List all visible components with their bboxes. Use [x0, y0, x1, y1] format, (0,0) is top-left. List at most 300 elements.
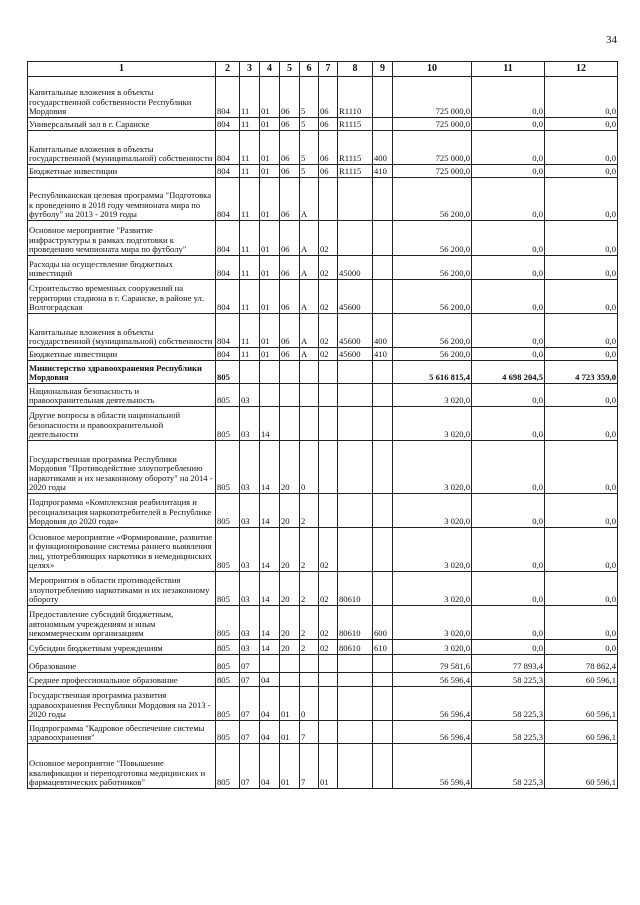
table-row: [28, 165, 618, 178]
cell-subprogram: А: [300, 314, 319, 348]
cell-subprogram: А: [300, 178, 319, 221]
cell-activity: 02: [319, 256, 338, 280]
cell-amount-2019: 0,0: [545, 348, 618, 361]
cell-amount-2017: 56 596,4: [393, 673, 472, 687]
cell-direction: R1115: [338, 131, 373, 165]
row-name: Капитальные вложения в объекты государственной (муниципальной) собственности: [28, 314, 216, 348]
row-name: Подпрограмма "Кадровое обеспечение системы здравоохранения": [28, 721, 216, 744]
cell-section: [240, 361, 260, 384]
cell-amount-2019: 0,0: [545, 221, 618, 256]
cell-section: 07: [240, 687, 260, 721]
cell-subprogram: [300, 407, 319, 441]
row-name: Государственная программа Республики Мордовия "Противодействие злоупотреблению наркотиками и их незаконному обороту" на 2014 - 2020 годы: [28, 441, 216, 494]
row-name: Универсальный зал в г. Саранске: [28, 118, 216, 131]
cell-ministry-code: 805: [216, 606, 240, 640]
cell-expense-type: [373, 280, 393, 314]
cell-amount-2017: 3 020,0: [393, 407, 472, 441]
col-header: 9: [373, 62, 393, 77]
cell-subsection: 01: [260, 77, 280, 118]
cell-amount-2017: 725 000,0: [393, 77, 472, 118]
cell-amount-2019: 60 596,1: [545, 721, 618, 744]
cell-program: 06: [280, 131, 300, 165]
cell-ministry-code: 804: [216, 280, 240, 314]
cell-program: 06: [280, 165, 300, 178]
table-header-row: [28, 62, 618, 77]
cell-subsection: 04: [260, 744, 280, 789]
cell-amount-2019: 0,0: [545, 280, 618, 314]
cell-amount-2019: 0,0: [545, 640, 618, 655]
cell-program: 06: [280, 221, 300, 256]
cell-activity: 06: [319, 165, 338, 178]
cell-ministry-code: 804: [216, 178, 240, 221]
cell-expense-type: 600: [373, 606, 393, 640]
cell-subsection: 01: [260, 348, 280, 361]
cell-expense-type: [373, 77, 393, 118]
row-name: Предоставление субсидий бюджетным, автономным учреждениям и иным некоммерческим организациям: [28, 606, 216, 640]
cell-section: 07: [240, 744, 260, 789]
cell-subprogram: 7: [300, 744, 319, 789]
col-header: 3: [240, 62, 260, 77]
cell-subprogram: 5: [300, 131, 319, 165]
cell-subprogram: А: [300, 280, 319, 314]
cell-direction: [338, 441, 373, 494]
cell-section: 11: [240, 77, 260, 118]
budget-table: [27, 61, 618, 789]
cell-amount-2017: 56 200,0: [393, 256, 472, 280]
cell-direction: [338, 744, 373, 789]
cell-amount-2019: 0,0: [545, 441, 618, 494]
table-row: [28, 494, 618, 528]
cell-direction: [338, 221, 373, 256]
table-row: [28, 77, 618, 118]
cell-ministry-code: 805: [216, 441, 240, 494]
cell-subsection: 01: [260, 178, 280, 221]
cell-subsection: 01: [260, 256, 280, 280]
cell-subsection: 14: [260, 640, 280, 655]
cell-subprogram: 2: [300, 528, 319, 572]
cell-activity: 01: [319, 744, 338, 789]
cell-expense-type: [373, 361, 393, 384]
cell-subprogram: А: [300, 221, 319, 256]
cell-expense-type: 410: [373, 165, 393, 178]
cell-section: 11: [240, 221, 260, 256]
row-name: Бюджетные инвестиции: [28, 165, 216, 178]
cell-program: 06: [280, 178, 300, 221]
cell-amount-2017: 725 000,0: [393, 118, 472, 131]
cell-amount-2017: 3 020,0: [393, 384, 472, 407]
cell-expense-type: [373, 407, 393, 441]
cell-subprogram: 2: [300, 494, 319, 528]
cell-direction: [338, 361, 373, 384]
row-name: Строительство временных сооружений на территории стадиона в г. Саранске, в районе ул. Волгоградская: [28, 280, 216, 314]
cell-ministry-code: 805: [216, 655, 240, 673]
cell-direction: 80610: [338, 640, 373, 655]
cell-subsection: 01: [260, 221, 280, 256]
cell-subsection: 01: [260, 131, 280, 165]
cell-subsection: 14: [260, 528, 280, 572]
cell-subsection: 01: [260, 280, 280, 314]
cell-amount-2019: 0,0: [545, 494, 618, 528]
cell-direction: 45600: [338, 314, 373, 348]
cell-amount-2017: 56 596,4: [393, 687, 472, 721]
cell-subsection: 14: [260, 572, 280, 606]
table-row: [28, 687, 618, 721]
cell-amount-2018: 58 225,3: [472, 673, 545, 687]
row-name: Основное мероприятие "Повышение квалификации и переподготовка медицинских и фармацевтических работников": [28, 744, 216, 789]
cell-activity: 02: [319, 348, 338, 361]
cell-amount-2017: 56 200,0: [393, 348, 472, 361]
cell-activity: 06: [319, 118, 338, 131]
row-name: Расходы на осуществление бюджетных инвестиций: [28, 256, 216, 280]
col-header: 12: [545, 62, 618, 77]
table-row: [28, 640, 618, 655]
row-name: Капитальные вложения в объекты государственной (муниципальной) собственности: [28, 131, 216, 165]
cell-amount-2018: 0,0: [472, 118, 545, 131]
cell-program: 06: [280, 118, 300, 131]
cell-ministry-code: 805: [216, 572, 240, 606]
cell-amount-2017: 56 596,4: [393, 721, 472, 744]
cell-activity: 02: [319, 528, 338, 572]
cell-expense-type: 610: [373, 640, 393, 655]
row-name: Мероприятия в области противодействия злоупотреблению наркотиками и их незаконному обороту: [28, 572, 216, 606]
cell-subprogram: [300, 361, 319, 384]
table-row: [28, 221, 618, 256]
cell-ministry-code: 804: [216, 165, 240, 178]
cell-amount-2019: 4 723 359,0: [545, 361, 618, 384]
cell-direction: [338, 407, 373, 441]
cell-amount-2019: 0,0: [545, 131, 618, 165]
cell-direction: [338, 673, 373, 687]
cell-section: 03: [240, 528, 260, 572]
cell-amount-2019: 0,0: [545, 314, 618, 348]
cell-amount-2017: 3 020,0: [393, 494, 472, 528]
table-row: [28, 256, 618, 280]
cell-direction: [338, 655, 373, 673]
cell-subprogram: 2: [300, 606, 319, 640]
cell-activity: [319, 494, 338, 528]
cell-ministry-code: 804: [216, 256, 240, 280]
cell-program: 20: [280, 640, 300, 655]
cell-subsection: 14: [260, 606, 280, 640]
cell-direction: [338, 528, 373, 572]
cell-amount-2017: 56 200,0: [393, 280, 472, 314]
table-row: [28, 673, 618, 687]
cell-amount-2018: 4 698 204,5: [472, 361, 545, 384]
cell-activity: 02: [319, 280, 338, 314]
cell-ministry-code: 805: [216, 687, 240, 721]
cell-ministry-code: 805: [216, 640, 240, 655]
cell-activity: 02: [319, 606, 338, 640]
row-name: Подпрограмма «Комплексная реабилитация и ресоциализация наркопотребителей в Республике Мордовия до 2020 года»: [28, 494, 216, 528]
cell-direction: 45600: [338, 348, 373, 361]
row-name: Среднее профессиональное образование: [28, 673, 216, 687]
table-row: [28, 361, 618, 384]
cell-activity: [319, 384, 338, 407]
cell-section: 11: [240, 314, 260, 348]
cell-amount-2019: 0,0: [545, 384, 618, 407]
cell-amount-2017: 3 020,0: [393, 606, 472, 640]
cell-ministry-code: 805: [216, 384, 240, 407]
table-row: [28, 721, 618, 744]
table-row: [28, 348, 618, 361]
cell-section: 03: [240, 384, 260, 407]
cell-activity: [319, 687, 338, 721]
cell-expense-type: [373, 572, 393, 606]
cell-ministry-code: 805: [216, 721, 240, 744]
cell-direction: [338, 384, 373, 407]
cell-amount-2018: 0,0: [472, 165, 545, 178]
cell-amount-2018: 58 225,3: [472, 687, 545, 721]
cell-section: 07: [240, 673, 260, 687]
cell-program: [280, 655, 300, 673]
col-header: 6: [300, 62, 319, 77]
cell-amount-2017: 56 596,4: [393, 744, 472, 789]
cell-program: 01: [280, 744, 300, 789]
cell-activity: 06: [319, 131, 338, 165]
cell-activity: 02: [319, 572, 338, 606]
cell-program: 20: [280, 528, 300, 572]
cell-expense-type: [373, 118, 393, 131]
cell-amount-2018: 0,0: [472, 131, 545, 165]
cell-section: 11: [240, 256, 260, 280]
row-name: Образование: [28, 655, 216, 673]
cell-subsection: [260, 361, 280, 384]
cell-direction: [338, 178, 373, 221]
table-row: [28, 655, 618, 673]
cell-amount-2017: 56 200,0: [393, 178, 472, 221]
table-row: [28, 178, 618, 221]
table-row: [28, 606, 618, 640]
cell-program: 06: [280, 348, 300, 361]
cell-subsection: 04: [260, 687, 280, 721]
cell-expense-type: [373, 687, 393, 721]
cell-subprogram: 0: [300, 441, 319, 494]
cell-direction: [338, 494, 373, 528]
cell-direction: 45000: [338, 256, 373, 280]
cell-ministry-code: 804: [216, 314, 240, 348]
row-name: Капитальные вложения в объекты государственной собственности Республики Мордовия: [28, 77, 216, 118]
cell-activity: [319, 441, 338, 494]
cell-subprogram: А: [300, 348, 319, 361]
cell-direction: [338, 721, 373, 744]
cell-ministry-code: 805: [216, 494, 240, 528]
cell-amount-2018: 0,0: [472, 280, 545, 314]
cell-program: 06: [280, 280, 300, 314]
cell-subsection: 01: [260, 118, 280, 131]
cell-direction: R1115: [338, 118, 373, 131]
cell-subsection: [260, 384, 280, 407]
cell-expense-type: [373, 655, 393, 673]
cell-amount-2019: 0,0: [545, 606, 618, 640]
page-number: 34: [606, 34, 617, 46]
cell-program: 06: [280, 314, 300, 348]
cell-ministry-code: 804: [216, 118, 240, 131]
cell-amount-2017: 3 020,0: [393, 441, 472, 494]
cell-expense-type: 400: [373, 314, 393, 348]
cell-subsection: 14: [260, 407, 280, 441]
cell-ministry-code: 804: [216, 221, 240, 256]
cell-amount-2018: 0,0: [472, 348, 545, 361]
cell-amount-2018: 0,0: [472, 407, 545, 441]
cell-amount-2019: 0,0: [545, 528, 618, 572]
cell-expense-type: [373, 441, 393, 494]
cell-amount-2018: 58 225,3: [472, 721, 545, 744]
cell-section: 03: [240, 572, 260, 606]
cell-amount-2018: 0,0: [472, 606, 545, 640]
cell-expense-type: [373, 256, 393, 280]
cell-program: 20: [280, 606, 300, 640]
cell-subprogram: [300, 655, 319, 673]
table-row: [28, 384, 618, 407]
cell-subprogram: А: [300, 256, 319, 280]
cell-amount-2018: 0,0: [472, 384, 545, 407]
cell-section: 03: [240, 606, 260, 640]
cell-program: [280, 384, 300, 407]
cell-direction: 80610: [338, 606, 373, 640]
cell-activity: 02: [319, 640, 338, 655]
row-name: Основное мероприятие «Формирование, развитие и функционирование системы раннего выявления лиц, употребляющих наркотики в немедицинских целях»: [28, 528, 216, 572]
cell-amount-2017: 725 000,0: [393, 165, 472, 178]
cell-amount-2019: 0,0: [545, 77, 618, 118]
cell-amount-2019: 60 596,1: [545, 673, 618, 687]
cell-amount-2018: 0,0: [472, 528, 545, 572]
cell-program: [280, 361, 300, 384]
cell-subsection: 01: [260, 314, 280, 348]
cell-activity: 02: [319, 314, 338, 348]
cell-section: 03: [240, 494, 260, 528]
cell-subprogram: [300, 673, 319, 687]
row-name: Национальная безопасность и правоохранительная деятельность: [28, 384, 216, 407]
row-name: Другие вопросы в области национальной безопасности и правоохранительной деятельности: [28, 407, 216, 441]
table-row: [28, 572, 618, 606]
col-header: 8: [338, 62, 373, 77]
col-header: 5: [280, 62, 300, 77]
row-name: Основное мероприятие "Развитие инфраструктуры в рамках подготовки к проведению чемпионата мира по футболу": [28, 221, 216, 256]
col-header: 1: [28, 62, 216, 77]
cell-subprogram: 5: [300, 118, 319, 131]
row-name: Государственная программа развития здравоохранения Республики Мордовия на 2013 - 2020 годы: [28, 687, 216, 721]
cell-amount-2017: 56 200,0: [393, 314, 472, 348]
cell-direction: [338, 687, 373, 721]
cell-section: 11: [240, 165, 260, 178]
cell-subsection: 04: [260, 673, 280, 687]
cell-section: 03: [240, 441, 260, 494]
cell-expense-type: [373, 721, 393, 744]
table-row: [28, 118, 618, 131]
cell-amount-2018: 0,0: [472, 77, 545, 118]
cell-program: 20: [280, 441, 300, 494]
cell-amount-2017: 3 020,0: [393, 640, 472, 655]
cell-program: 20: [280, 494, 300, 528]
cell-expense-type: [373, 528, 393, 572]
cell-direction: 80610: [338, 572, 373, 606]
cell-direction: R1110: [338, 77, 373, 118]
cell-subsection: 01: [260, 165, 280, 178]
cell-amount-2019: 0,0: [545, 256, 618, 280]
cell-subprogram: 5: [300, 77, 319, 118]
cell-activity: [319, 178, 338, 221]
cell-amount-2018: 0,0: [472, 441, 545, 494]
cell-subprogram: 2: [300, 640, 319, 655]
cell-amount-2019: 60 596,1: [545, 744, 618, 789]
cell-expense-type: [373, 673, 393, 687]
cell-amount-2019: 0,0: [545, 572, 618, 606]
cell-amount-2017: 5 616 815,4: [393, 361, 472, 384]
cell-expense-type: [373, 384, 393, 407]
col-header: 7: [319, 62, 338, 77]
cell-section: 11: [240, 131, 260, 165]
cell-amount-2017: 56 200,0: [393, 221, 472, 256]
cell-ministry-code: 805: [216, 744, 240, 789]
cell-amount-2017: 79 581,6: [393, 655, 472, 673]
cell-subprogram: 7: [300, 721, 319, 744]
cell-amount-2018: 0,0: [472, 640, 545, 655]
cell-amount-2018: 58 225,3: [472, 744, 545, 789]
cell-subsection: 04: [260, 721, 280, 744]
cell-program: 01: [280, 721, 300, 744]
cell-subprogram: 0: [300, 687, 319, 721]
table-row: [28, 441, 618, 494]
cell-section: 11: [240, 280, 260, 314]
cell-section: 11: [240, 118, 260, 131]
table-row: [28, 528, 618, 572]
cell-section: 03: [240, 640, 260, 655]
cell-ministry-code: 805: [216, 673, 240, 687]
cell-amount-2017: 725 000,0: [393, 131, 472, 165]
cell-amount-2018: 77 893,4: [472, 655, 545, 673]
cell-expense-type: 400: [373, 131, 393, 165]
table-row: [28, 131, 618, 165]
cell-expense-type: [373, 221, 393, 256]
cell-subsection: 14: [260, 441, 280, 494]
col-header: 4: [260, 62, 280, 77]
cell-program: [280, 407, 300, 441]
cell-amount-2019: 60 596,1: [545, 687, 618, 721]
cell-amount-2018: 0,0: [472, 494, 545, 528]
cell-amount-2019: 0,0: [545, 165, 618, 178]
col-header: 2: [216, 62, 240, 77]
cell-section: 11: [240, 178, 260, 221]
cell-program: 20: [280, 572, 300, 606]
cell-activity: [319, 361, 338, 384]
cell-expense-type: 410: [373, 348, 393, 361]
table-row: [28, 744, 618, 789]
row-name: Субсидии бюджетным учреждениям: [28, 640, 216, 655]
cell-activity: 02: [319, 221, 338, 256]
cell-subsection: [260, 655, 280, 673]
cell-amount-2018: 0,0: [472, 178, 545, 221]
table-row: [28, 407, 618, 441]
cell-program: 06: [280, 256, 300, 280]
col-header: 10: [393, 62, 472, 77]
cell-program: [280, 673, 300, 687]
table-row: [28, 314, 618, 348]
cell-subprogram: 5: [300, 165, 319, 178]
cell-section: 07: [240, 655, 260, 673]
cell-amount-2018: 0,0: [472, 572, 545, 606]
cell-amount-2018: 0,0: [472, 221, 545, 256]
col-header: 11: [472, 62, 545, 77]
cell-amount-2019: 0,0: [545, 178, 618, 221]
cell-amount-2017: 3 020,0: [393, 528, 472, 572]
cell-section: 07: [240, 721, 260, 744]
cell-expense-type: [373, 494, 393, 528]
cell-amount-2019: 78 862,4: [545, 655, 618, 673]
cell-ministry-code: 805: [216, 407, 240, 441]
cell-program: 06: [280, 77, 300, 118]
cell-subprogram: [300, 384, 319, 407]
cell-subsection: 14: [260, 494, 280, 528]
